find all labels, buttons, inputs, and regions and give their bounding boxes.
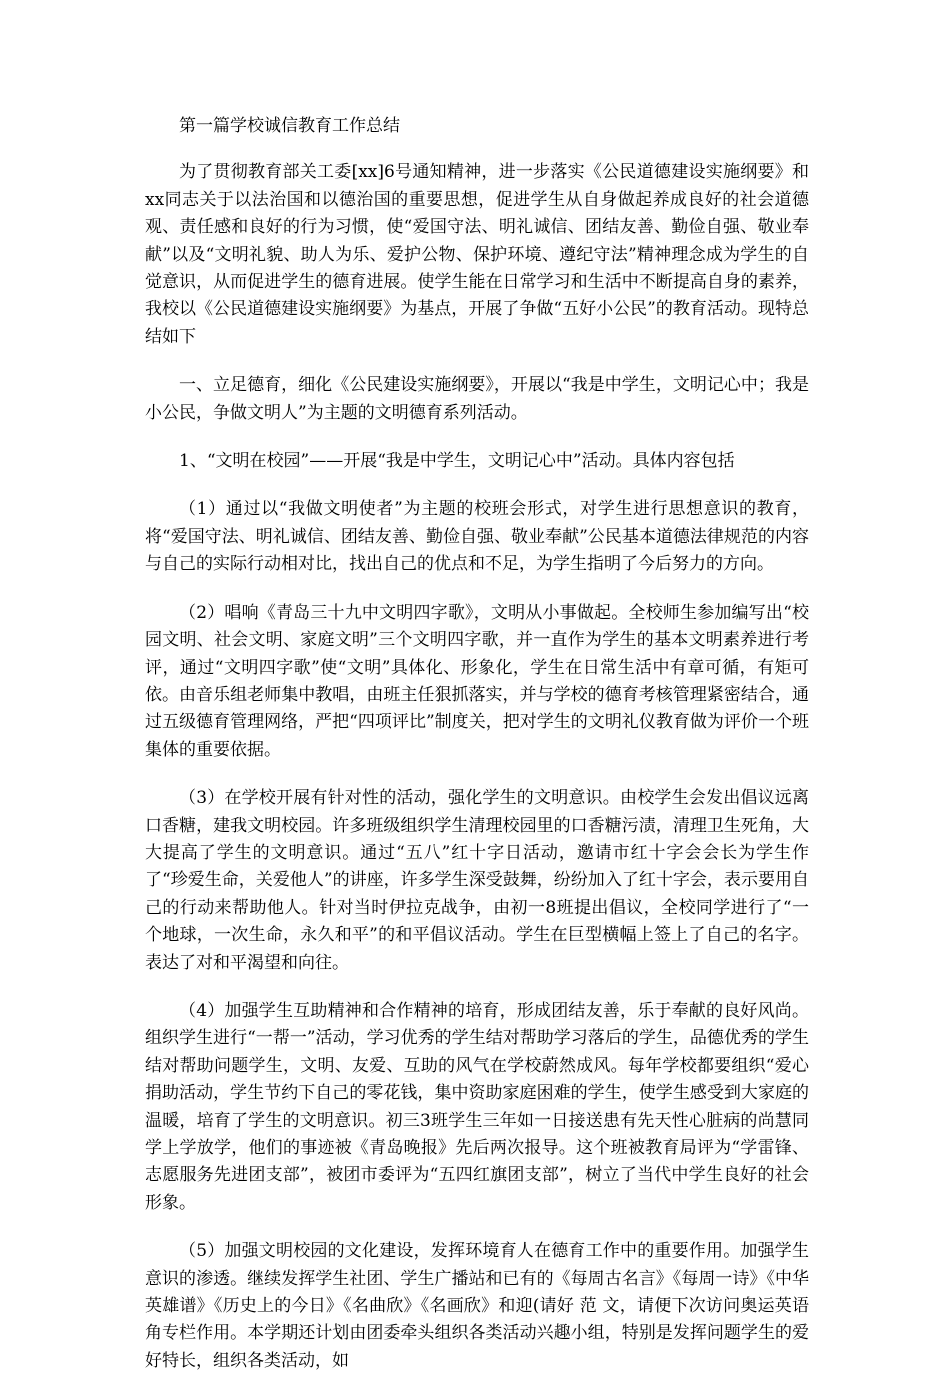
document-title: 第一篇学校诚信教育工作总结 [179,116,400,136]
paragraph-item-5: （5）加强文明校园的文化建设，发挥环境育人在德育工作中的重要作用。加强学生意识的渗透。继续发挥学生社团、学生广播站和已有的《每周古名言》《每周一诗》《中华英雄谱》《历史上的今日》《名曲欣》《名画欣》和迎(请好 范 文，请便下次访问奥运英语角专栏作用。本学期还计划由团委牵头组织各类活动兴趣小组，特别是发挥问题学生的爱好特长，组织各类活动，如 [145,1241,809,1371]
intro-paragraph: 为了贯彻教育部关工委[xx]6号通知精神，进一步落实《公民道德建设实施纲要》和xx同志关于以法治国和以德治国的重要思想，促进学生从自身做起养成良好的社会道德观、责任感和良好的行为习惯，使“爱国守法、明礼诚信、团结友善、勤俭自强、敬业奉献”以及“文明礼貌、助人为乐、爱护公物、保护环境、遵纪守法”精神理念成为学生的自觉意识，从而促进学生的德育进展。使学生能在日常学习和生活中不断提高自身的素养，我校以《公民道德建设实施纲要》为基点，开展了争做“五好小公民”的教育活动。现特总结如下 [145,162,809,347]
paragraph-item-3: （3）在学校开展有针对性的活动，强化学生的文明意识。由校学生会发出倡议远离口香糖，建我文明校园。许多班级组织学生清理校园里的口香糖污渍，清理卫生死角，大大提高了学生的文明意识。通过“五八”红十字日活动，邀请市红十字会会长为学生作了“珍爱生命，关爱他人”的讲座，许多学生深受鼓舞，纷纷加入了红十字会，表示要用自己的行动来帮助他人。针对当时伊拉克战争，由初一8班提出倡议，全校同学进行了“一个地球，一次生命，永久和平”的和平倡议活动。学生在巨型横幅上签上了自己的名字。表达了对和平渴望和向往。 [145,788,809,973]
document-body [145,113,809,1396]
paragraph-item-1: （1）通过以“我做文明使者”为主题的校班会形式，对学生进行思想意识的教育，将“爱国守法、明礼诚信、团结友善、勤俭自强、敬业奉献”公民基本道德法律规范的内容与自己的实际行动相对比，找出自己的优点和不足，为学生指明了今后努力的方向。 [145,499,809,575]
paragraph-item-2: （2）唱响《青岛三十九中文明四字歌》，文明从小事做起。全校师生参加编写出“校园文明、社会文明、家庭文明”三个文明四字歌，并一直作为学生的基本文明素养进行考评，通过“文明四字歌”使“文明”具体化、形象化，学生在日常生活中有章可循，有矩可依。由音乐组老师集中教唱，由班主任狠抓落实，并与学校的德育考核管理紧密结合，通过五级德育管理网络，严把“四项评比”制度关，把对学生的文明礼仪教育做为评价一个班集体的重要依据。 [145,602,809,760]
paragraph-item-4: （4）加强学生互助精神和合作精神的培育，形成团结友善，乐于奉献的良好风尚。组织学生进行“一帮一”活动，学习优秀的学生结对帮助学习落后的学生，品德优秀的学生结对帮助问题学生，文明、友爱、互助的风气在学校蔚然成风。每年学校都要组织“爱心捐助活动，学生节约下自己的零花钱，集中资助家庭困难的学生，使学生感受到大家庭的温暖，培育了学生的文明意识。初三3班学生三年如一日接送患有先天性心脏病的尚慧同学上学放学，他们的事迹被《青岛晚报》先后两次报导。这个班被教育局评为“学雷锋、志愿服务先进团支部”，被团市委评为“五四红旗团支部”，树立了当代中学生良好的社会形象。 [145,1000,809,1213]
section-heading-1: 一、立足德育，细化《公民建设实施纲要》，开展以“我是中学生，文明记心中；我是小公民，争做文明人”为主题的文明德育系列活动。 [145,375,809,423]
subsection-heading-1: 1、“文明在校园”——开展“我是中学生，文明记心中”活动。具体内容包括 [179,451,735,472]
